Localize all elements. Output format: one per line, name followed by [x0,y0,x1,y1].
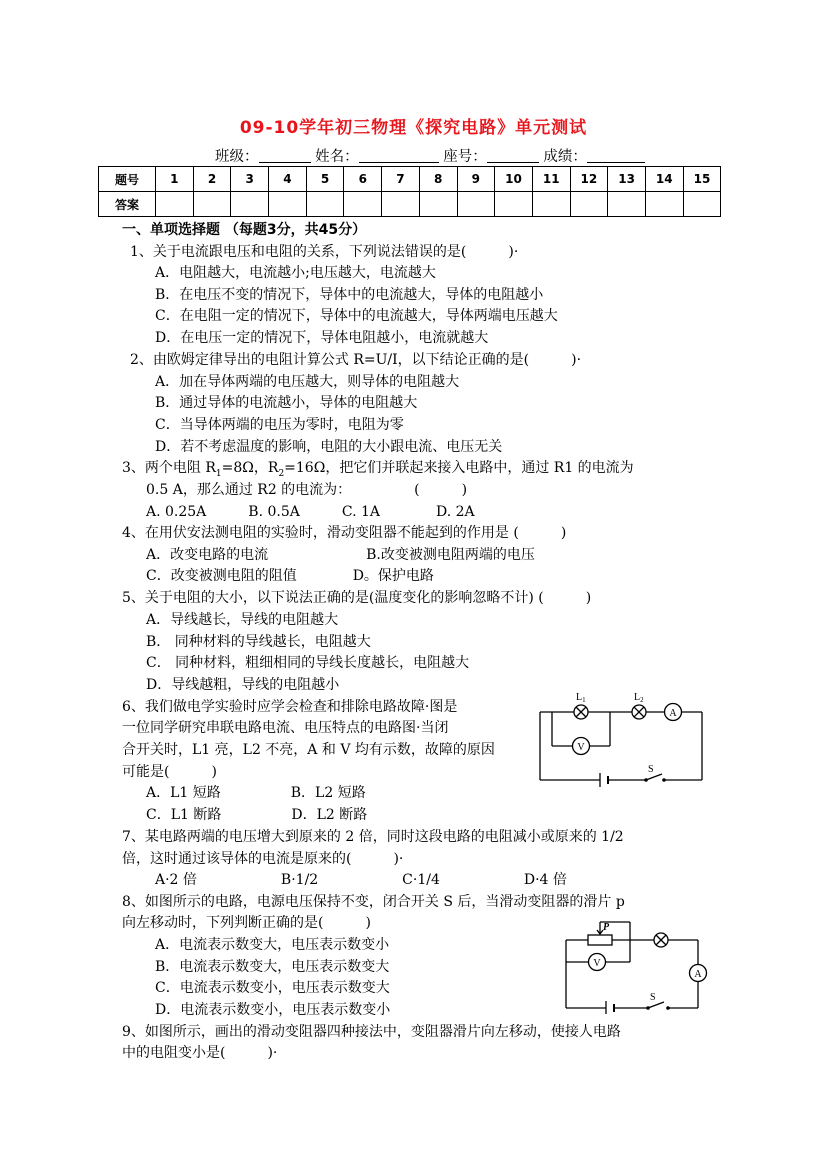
student-info-line [215,145,645,166]
question-number: 14 [645,167,683,192]
q6-options-ab: A．L1 短路 B．L2 短路 [146,785,366,801]
q3-stem-suffix: =16Ω，把它们并联起来接入电路中，通过 R1 的电流为 [284,460,634,476]
q7-options: A·2 倍 B·1/2 C·1/4 D·4 倍 [155,872,567,888]
answer-cell[interactable] [269,192,307,217]
q8-option-a: A．电流表示数变大，电压表示数变小 [155,937,390,953]
question-number: 10 [495,167,533,192]
q1-option-b: B．在电压不变的情况下，导体中的电流越大，导体的电阻越小 [155,287,544,303]
answer-cell[interactable] [156,192,194,217]
q2-stem: 2、由欧姆定律导出的电阻计算公式 R=U/I，以下结论正确的是( )· [130,352,582,368]
q6-stem-line1: 6、我们做电学实验时应学会检查和排除电路故障·图是 [122,699,458,715]
question-number: 1 [156,167,194,192]
answer-row [99,192,721,217]
q2-option-b: B．通过导体的电流越小，导体的电阻越大 [155,395,418,411]
question-number: 8 [419,167,457,192]
answer-cell[interactable] [608,192,646,217]
q3-stem-prefix: 3、两个电阻 R [122,460,216,476]
score-label: 成绩： [543,149,587,165]
q7-stem-line1: 7、某电路两端的电压增大到原来的 2 倍，同时这段电路的电阻减小或原来的 1/2 [122,829,624,845]
q7-stem-line2: 倍，这时通过该导体的电流是原来的( )· [122,851,404,867]
seat-label: 座号： [443,149,487,165]
q4-stem: 4、在用伏安法测电阻的实验时，滑动变阻器不能起到的作用是 ( ) [122,525,567,541]
answer-cell[interactable] [570,192,608,217]
lamp-icon [654,933,668,947]
q5-option-d: D．导线越粗，导线的电阻越小 [146,677,340,693]
q9-stem-line2: 中的电阻变小是( )· [122,1045,278,1061]
q6-stem-line4: 可能是( ) [122,764,217,780]
question-number: 6 [344,167,382,192]
question-number: 7 [382,167,420,192]
q3-r1-value: =8Ω，R [221,460,279,476]
answer-cell[interactable] [645,192,683,217]
fig6-ammeter-label: A [669,708,677,719]
q3-r2-subscript: 2 [278,468,285,479]
fig8-switch-label: S [650,992,656,1003]
seat-blank[interactable] [487,147,539,163]
fig8-voltmeter-label: V [593,958,601,969]
question-number-row [99,167,721,192]
q8-option-c: C．电流表示数变小，电压表示数变大 [155,980,390,996]
q2-option-a: A．加在导体两端的电压越大，则导体的电阻越大 [155,374,460,390]
section-heading: 一、单项选择题 （每题3分，共45分） [122,222,367,238]
q1-stem: 1、关于电流跟电压和电阻的关系，下列说法错误的是( )· [130,244,519,260]
answer-cell[interactable] [532,192,570,217]
page-title: 09-10学年初三物理《探究电路》单元测试 [239,118,588,138]
name-blank[interactable] [359,147,439,163]
q2-option-d: D．若不考虑温度的影响，电阻的大小跟电流、电压无关 [155,439,503,455]
q3-r1-subscript: 1 [215,468,222,479]
score-blank[interactable] [587,147,645,163]
q6-stem-line3: 合开关时，L1 亮，L2 不亮，A 和 V 均有示数，故障的原因 [122,742,495,758]
q4-options-ab: A．改变电路的电流 B.改变被测电阻两端的电压 [146,547,535,563]
q5-option-c: C． 同种材料，粗细相同的导线长度越长，电阻越大 [146,655,470,671]
q1-option-a: A．电阻越大，电流越小;电压越大，电流越大 [155,265,436,281]
q8-option-b: B．电流表示数变大，电压表示数变大 [155,959,390,975]
q4-options-cd: C．改变被测电阻的阻值 D。保护电路 [146,568,434,584]
answer-cell[interactable] [193,192,231,217]
q8-option-d: D．电流表示数变小，电压表示数变小 [155,1002,391,1018]
question-number: 2 [193,167,231,192]
lamp-l1-icon [574,705,588,719]
fig6-switch-label: S [648,764,654,775]
question-number: 15 [683,167,721,192]
question-number: 5 [306,167,344,192]
answer-cell[interactable] [306,192,344,217]
fig8-slider-label: P [603,922,610,933]
class-blank[interactable] [259,147,311,163]
answer-cell[interactable] [382,192,420,217]
answer-cell[interactable] [495,192,533,217]
answer-cell[interactable] [344,192,382,217]
q1-option-c: C．在电阻一定的情况下，导体中的电流越大，导体两端电压越大 [155,308,558,324]
fig6-l1-label: $L_1$ [576,692,586,704]
question-number: 13 [608,167,646,192]
q6-circuit-diagram [536,688,708,788]
q6-stem-line2: 一位同学研究串联电路电流、电压特点的电路图·当闭 [122,720,449,736]
q3-options: A. 0.25A B. 0.5A C. 1A D. 2A [146,504,475,520]
name-label: 姓名： [315,149,359,165]
fig8-ammeter-label: A [694,969,702,980]
q8-stem-line1: 8、如图所示的电路，电源电压保持不变，闭合开关 S 后，当滑动变阻器的滑片 p [122,894,625,910]
row-header-answer: 答案 [99,192,156,217]
question-number: 3 [231,167,269,192]
q1-option-d: D．在电压一定的情况下，导体电阻越小，电流就越大 [155,330,489,346]
answer-cell[interactable] [683,192,721,217]
lamp-l2-icon [632,705,646,719]
q2-option-c: C．当导体两端的电压为零时，电阻为零 [155,417,404,433]
q8-circuit-diagram [560,918,712,1014]
question-number: 11 [532,167,570,192]
answer-table [98,166,721,217]
q8-stem-line2: 向左移动时，下列判断正确的是( ) [122,915,371,931]
q6-options-cd: C．L1 断路 D．L2 断路 [146,807,368,823]
question-number: 9 [457,167,495,192]
question-number: 4 [269,167,307,192]
q5-option-b: B． 同种材料的导线越长，电阻越大 [146,634,371,650]
q9-stem-line1: 9、如图所示，画出的滑动变阻器四种接法中，变阻器滑片向左移动，使接人电路 [122,1024,621,1040]
q5-stem: 5、关于电阻的大小，以下说法正确的是(温度变化的影响忽略不计) ( ) [122,590,592,606]
row-header-question: 题号 [99,167,156,192]
q5-option-a: A．导线越长，导线的电阻越大 [146,612,339,628]
fig6-l2-label: $L_2$ [634,692,644,704]
answer-cell[interactable] [457,192,495,217]
q3-stem-line2: 0.5 A，那么通过 R2 的电流为： ( ) [146,482,468,498]
answer-cell[interactable] [231,192,269,217]
answer-cell[interactable] [419,192,457,217]
question-number: 12 [570,167,608,192]
fig6-voltmeter-label: V [577,742,585,753]
class-label: 班级： [215,149,259,165]
